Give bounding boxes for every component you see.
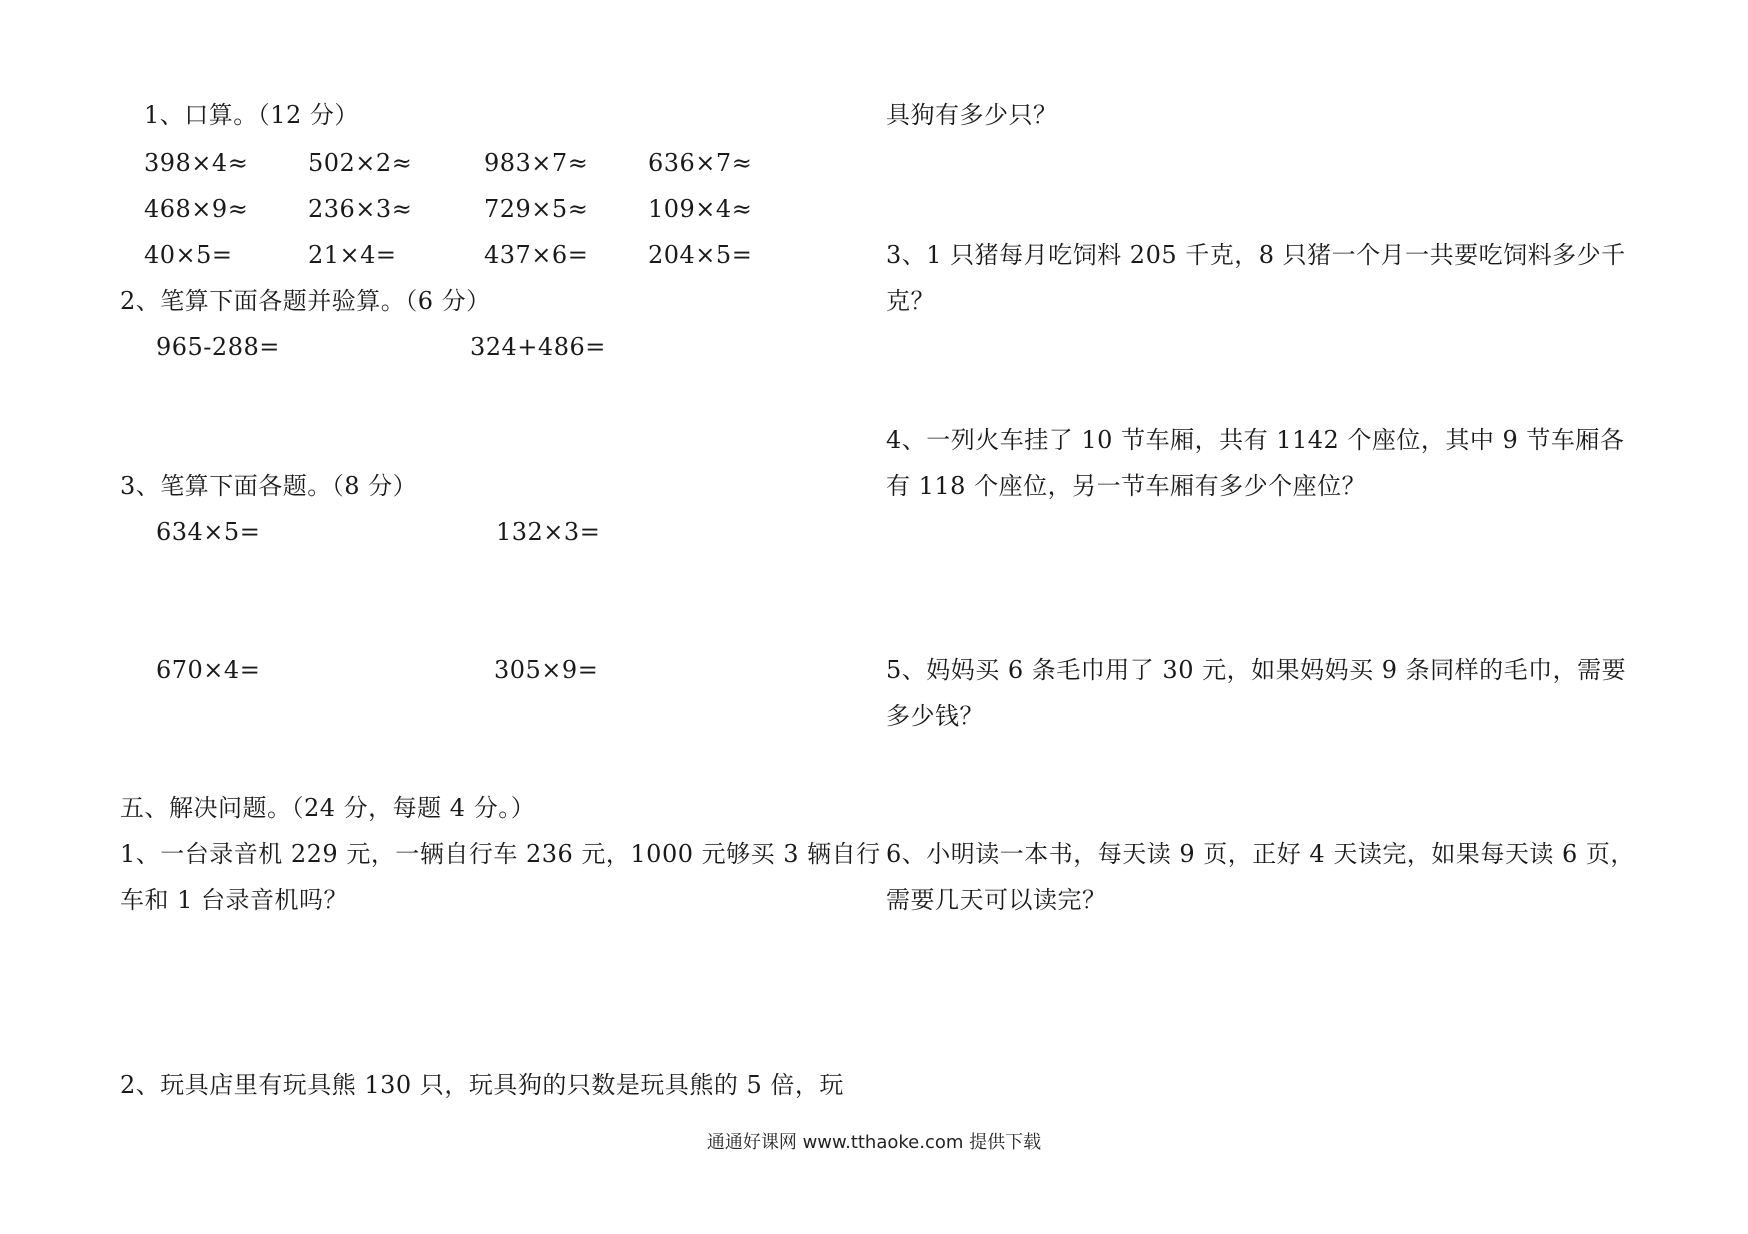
s2-item-1: 965-288=: [156, 333, 280, 361]
footer-source: 通通好课网 www.tthaoke.com 提供下载: [706, 1132, 1042, 1153]
q1-line-2: 车和 1 台录音机吗？: [120, 886, 349, 914]
oral-r1c3: 983×7≈: [484, 149, 589, 177]
oral-r2c1: 468×9≈: [144, 195, 249, 223]
q3-line-1: 3、1 只猪每月吃饲料 205 千克，8 只猪一个月一共要吃饲料多少千: [886, 241, 1626, 269]
oral-r2c4: 109×4≈: [648, 195, 753, 223]
q4-line-1: 4、一列火车挂了 10 节车厢，共有 1142 个座位，其中 9 节车厢各: [886, 426, 1625, 454]
q5-line-2: 多少钱？: [886, 702, 984, 730]
s3-item-2: 132×3=: [496, 518, 601, 546]
section-2-title: 2、笔算下面各题并验算。（6 分）: [120, 287, 491, 315]
oral-r1c2: 502×2≈: [308, 149, 413, 177]
oral-r2c2: 236×3≈: [308, 195, 413, 223]
q2-line-1: 2、玩具店里有玩具熊 130 只，玩具狗的只数是玩具熊的 5 倍，玩: [120, 1071, 844, 1099]
q4-line-2: 有 118 个座位，另一节车厢有多少个座位？: [886, 472, 1367, 500]
oral-r3c4: 204×5=: [648, 241, 753, 269]
section-5-title: 五、解决问题。（24 分，每题 4 分。）: [120, 794, 536, 822]
q6-line-2: 需要几天可以读完？: [886, 886, 1107, 914]
oral-r3c1: 40×5=: [144, 241, 233, 269]
section-1-title: 1、口算。（12 分）: [144, 101, 359, 129]
q5-line-1: 5、妈妈买 6 条毛巾用了 30 元，如果妈妈买 9 条同样的毛巾，需要: [886, 656, 1627, 684]
s3-item-3: 670×4=: [156, 656, 261, 684]
oral-r1c1: 398×4≈: [144, 149, 249, 177]
s3-item-4: 305×9=: [494, 656, 599, 684]
oral-r1c4: 636×7≈: [648, 149, 753, 177]
oral-r3c3: 437×6=: [484, 241, 589, 269]
s2-item-2: 324+486=: [470, 333, 606, 361]
oral-r3c2: 21×4=: [308, 241, 397, 269]
section-3-title: 3、笔算下面各题。（8 分）: [120, 472, 418, 500]
s3-item-1: 634×5=: [156, 518, 261, 546]
q6-line-1: 6、小明读一本书，每天读 9 页，正好 4 天读完，如果每天读 6 页，: [886, 840, 1635, 868]
q3-line-2: 克？: [886, 287, 935, 315]
q1-line-1: 1、一台录音机 229 元，一辆自行车 236 元，1000 元够买 3 辆自行: [120, 840, 881, 868]
q2-line-2: 具狗有多少只？: [886, 101, 1058, 129]
oral-r2c3: 729×5≈: [484, 195, 589, 223]
